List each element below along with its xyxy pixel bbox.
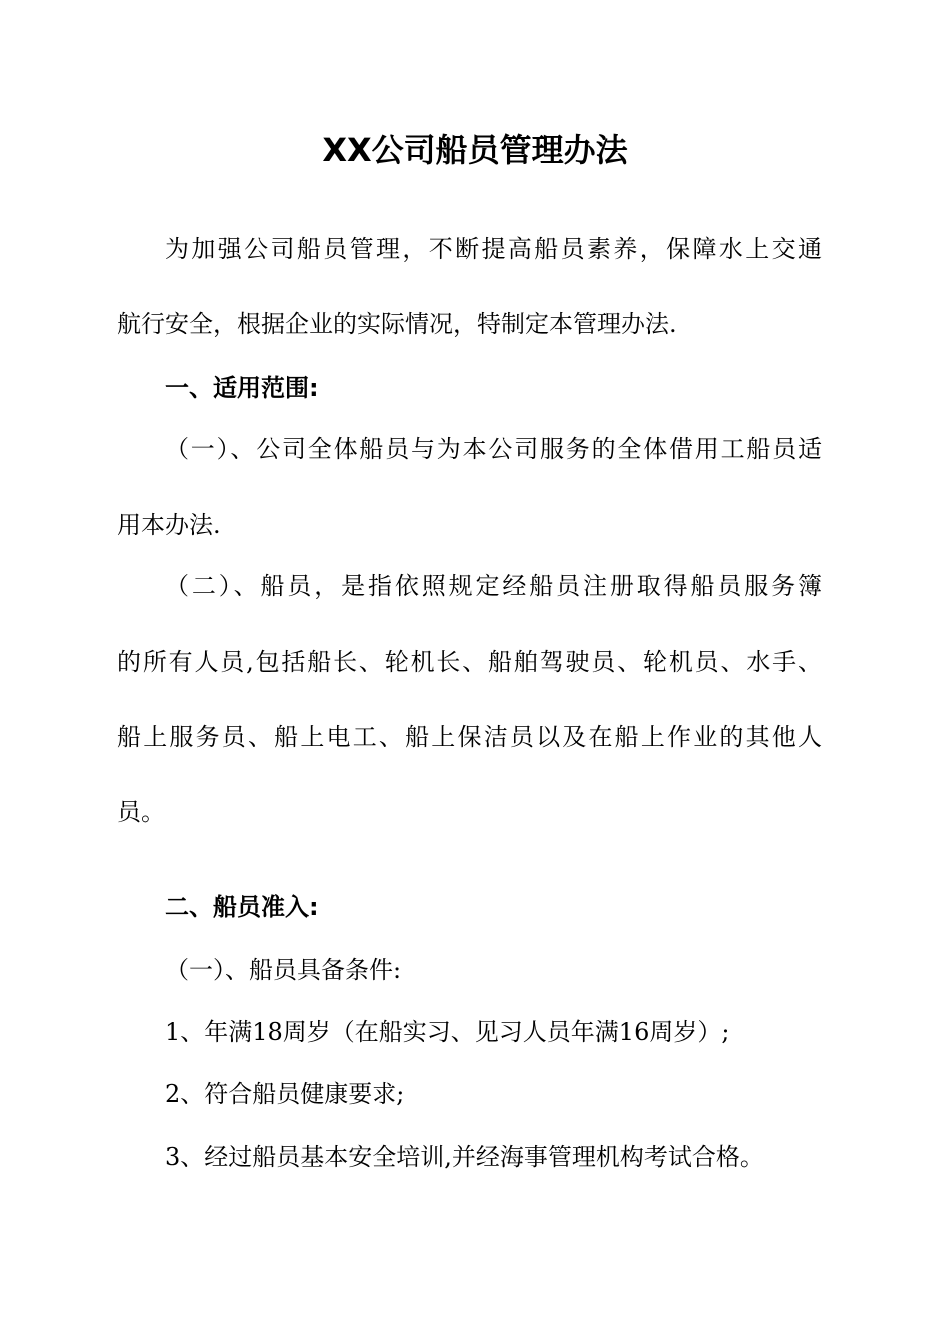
section-1-item-2-line-4: 员。 <box>117 798 165 826</box>
intro-line-2: 航行安全，根据企业的实际情况，特制定本管理办法. <box>117 310 677 338</box>
section-1-item-1-line-1: （一）、公司全体船员与为本公司服务的全体借用工船员适 <box>165 435 822 463</box>
intro-line-1: 为加强公司船员管理，不断提高船员素养，保障水上交通 <box>165 235 822 263</box>
section-1-heading: 一、适用范围: <box>165 374 319 402</box>
document-title: XX公司船员管理办法 <box>322 131 628 169</box>
condition-3: 3、经过船员基本安全培训,并经海事管理机构考试合格。 <box>165 1143 764 1171</box>
section-2-heading: 二、船员准入: <box>165 893 319 921</box>
condition-2: 2、符合船员健康要求; <box>165 1080 405 1108</box>
section-1-item-1-line-2: 用本办法. <box>117 511 221 539</box>
section-2-subheading: （一）、船员具备条件: <box>165 956 402 984</box>
section-1-item-2-line-1: （二）、船员，是指依照规定经船员注册取得船员服务簿 <box>165 572 822 600</box>
section-1-item-2-line-2: 的所有人员,包括船长、轮机长、船舶驾驶员、轮机员、水手、 <box>117 648 822 676</box>
section-1-item-2-line-3: 船上服务员、船上电工、船上保洁员以及在船上作业的其他人 <box>117 723 822 751</box>
condition-1: 1、年满18周岁（在船实习、见习人员年满16周岁）; <box>165 1018 730 1046</box>
